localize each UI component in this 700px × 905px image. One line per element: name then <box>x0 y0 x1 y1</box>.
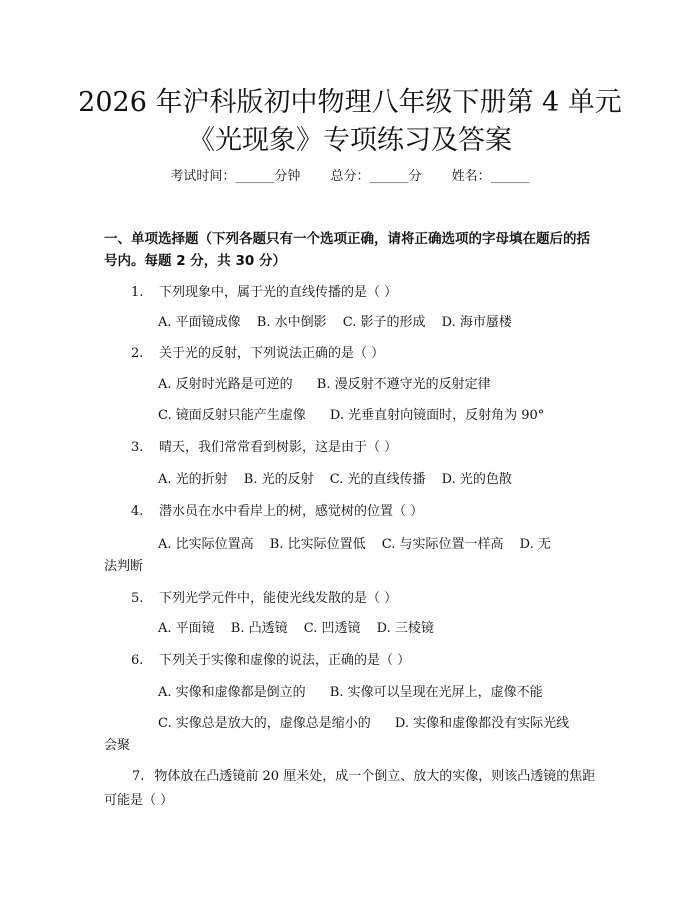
question-4-option-d-wrap: 法判断 <box>104 559 144 574</box>
option-b: B. 光的反射 <box>243 472 314 487</box>
question-3 <box>131 437 397 459</box>
question-2-options-row2 <box>158 405 556 427</box>
option-d: D. 海市蜃楼 <box>441 315 512 330</box>
question-3-options <box>158 469 524 491</box>
option-a: A. 实像和虚像都是倒立的 <box>158 685 306 700</box>
question-stem: 物体放在凸透镜前 20 厘米处，成一个倒立、放大的实像，则该凸透镜的焦距可能是（ ） <box>104 769 596 808</box>
option-c: C. 镜面反射只能产生虚像 <box>158 408 306 423</box>
option-d: D. 无 <box>519 537 551 552</box>
question-stem: 晴天，我们常常看到树影，这是由于（ ） <box>159 440 398 455</box>
option-a: A. 光的折射 <box>158 472 228 487</box>
option-a: A. 平面镜 <box>158 621 215 636</box>
option-d: D. 光的色散 <box>441 472 512 487</box>
question-number: 3. <box>131 440 144 455</box>
exam-score-field: 总分：______分 <box>330 169 422 184</box>
question-number: 7. <box>132 769 145 784</box>
student-name-field: 姓名：______ <box>451 169 530 184</box>
question-number: 6. <box>131 653 144 668</box>
question-5 <box>131 588 397 610</box>
option-d: D. 实像和虚像都没有实际光线 <box>394 716 570 731</box>
question-stem: 下列现象中，属于光的直线传播的是（ ） <box>159 285 398 300</box>
question-6-options-row2 <box>158 713 581 735</box>
question-stem: 潜水员在水中看岸上的树，感觉树的位置（ ） <box>159 504 424 519</box>
option-b: B. 实像可以呈现在光屏上，虚像不能 <box>329 685 543 700</box>
option-a: A. 反射时光路是可逆的 <box>158 377 293 392</box>
option-a: A. 比实际位置高 <box>158 537 254 552</box>
option-c: C. 影子的形成 <box>342 315 426 330</box>
option-c: C. 凹透镜 <box>303 621 361 636</box>
question-number: 4. <box>131 504 144 519</box>
exam-info-row <box>0 166 700 188</box>
option-d: D. 光垂直射向镜面时，反射角为 90° <box>329 408 545 423</box>
option-b: B. 水中倒影 <box>256 315 327 330</box>
option-c: C. 与实际位置一样高 <box>381 537 504 552</box>
exam-title-line2: 《光现象》专项练习及答案 <box>188 125 512 156</box>
question-number: 2. <box>131 346 144 361</box>
question-number: 5. <box>131 591 144 606</box>
question-2 <box>131 343 384 365</box>
question-1 <box>131 282 397 304</box>
option-b: B. 漫反射不遵守光的反射定律 <box>316 377 491 392</box>
question-6-options-row1 <box>158 682 555 704</box>
question-stem: 关于光的反射，下列说法正确的是（ ） <box>159 346 385 361</box>
option-d: D. 三棱镜 <box>376 621 434 636</box>
option-c: C. 光的直线传播 <box>329 472 426 487</box>
question-1-options <box>158 312 524 334</box>
question-stem: 下列光学元件中，能使光线发散的是（ ） <box>159 591 398 606</box>
exam-title-line1: 2026 年沪科版初中物理八年级下册第 4 单元 <box>78 87 622 118</box>
question-4 <box>131 501 423 523</box>
question-6-option-d-wrap: 会聚 <box>104 738 131 753</box>
option-a: A. 平面镜成像 <box>158 315 241 330</box>
question-5-options <box>158 618 446 640</box>
option-c: C. 实像总是放大的，虚像总是缩小的 <box>158 716 371 731</box>
question-4-options <box>158 534 551 556</box>
question-7 <box>104 765 596 813</box>
exam-time-field: 考试时间：______分钟 <box>170 169 301 184</box>
question-6 <box>131 650 410 672</box>
option-b: B. 凸透镜 <box>230 621 288 636</box>
question-number: 1. <box>131 285 144 300</box>
question-stem: 下列关于实像和虚像的说法，正确的是（ ） <box>159 653 411 668</box>
option-b: B. 比实际位置低 <box>269 537 366 552</box>
question-2-options-row1 <box>158 374 503 396</box>
section-heading-single-choice: 一、单项选择题（下列各题只有一个选项正确，请将正确选项的字母填在题后的括号内。每题 2 分，共 30 分） <box>104 231 590 269</box>
